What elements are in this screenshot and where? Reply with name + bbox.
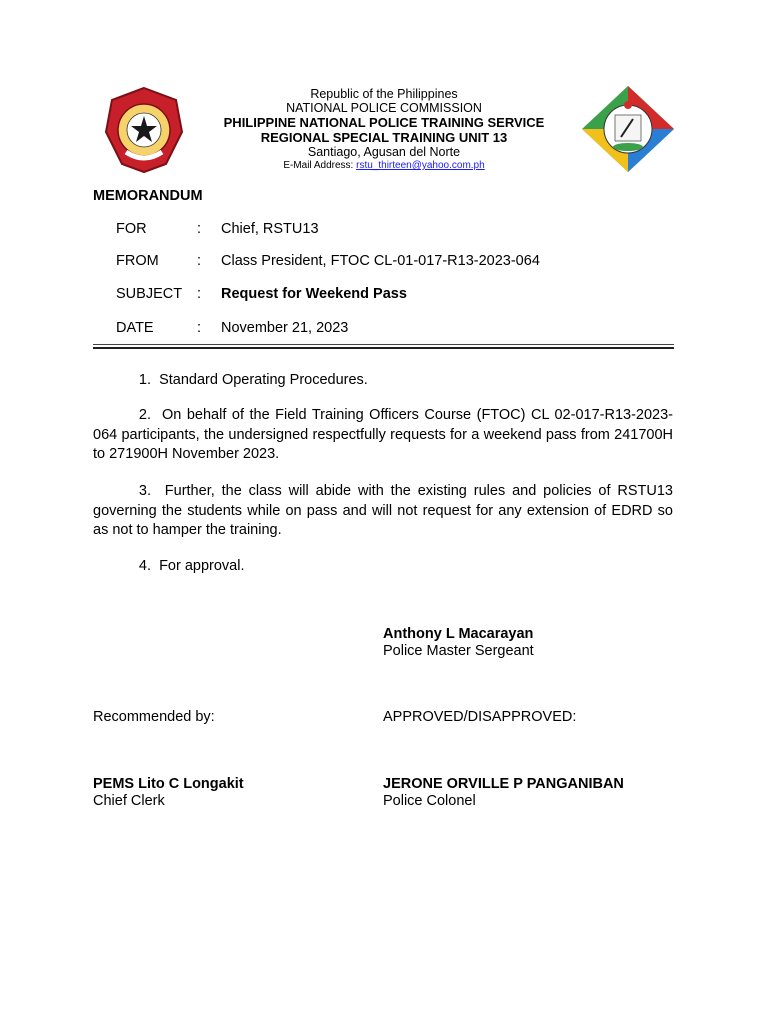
paragraph-2-num: 2. [138, 407, 151, 423]
paragraph-1-text: Standard Operating Procedures. [159, 372, 368, 388]
memo-title: MEMORANDUM [93, 188, 203, 204]
field-sep-for: : [197, 221, 202, 237]
field-value-date: November 21, 2023 [221, 320, 349, 336]
field-sep-subject: : [197, 286, 202, 302]
paragraph-4 [93, 557, 673, 577]
paragraph-1 [93, 371, 673, 391]
recommended-name: PEMS Lito C Longakit [93, 776, 244, 792]
field-value-subject: Request for Weekend Pass [221, 286, 407, 302]
field-sep-date: : [197, 320, 202, 336]
approved-name: JERONE ORVILLE P PANGANIBAN [383, 776, 624, 792]
header-republic: Republic of the Philippines [310, 87, 458, 101]
field-label-date: DATE [116, 320, 154, 336]
paragraph-3-num: 3. [138, 483, 151, 499]
signatory-name: Anthony L Macarayan [383, 626, 534, 642]
approved-label: APPROVED/DISAPPROVED: [383, 709, 577, 725]
recommended-label: Recommended by: [93, 709, 215, 725]
header-pnpts: PHILIPPINE NATIONAL POLICE TRAINING SERVICE [223, 115, 545, 130]
header-napolcom: NATIONAL POLICE COMMISSION [286, 101, 482, 115]
email-label: E-Mail Address: [283, 160, 354, 171]
paragraph-3-text: Further, the class will abide with the existing rules and policies of RSTU13 governing the students while on pass and will not request for any extension of EDRD so as not to hamper the training. [93, 483, 673, 538]
field-label-from: FROM [116, 253, 159, 269]
header-address: Santiago, Agusan del Norte [307, 145, 461, 159]
field-sep-from: : [197, 253, 202, 269]
field-label-subject: SUBJECT [116, 286, 183, 302]
paragraph-2 [93, 406, 673, 465]
field-value-from: Class President, FTOC CL-01-017-R13-2023-064 [221, 253, 540, 269]
header-email-line [0, 160, 768, 171]
recommended-title: Chief Clerk [93, 793, 165, 809]
header-rstu13: REGIONAL SPECIAL TRAINING UNIT 13 [260, 130, 508, 145]
paragraph-4-text: For approval. [159, 558, 245, 574]
paragraph-3 [93, 482, 673, 541]
email-link[interactable]: rstu_thirteen@yahoo.com.ph [356, 160, 485, 171]
signatory-title: Police Master Sergeant [383, 643, 534, 659]
field-label-for: FOR [116, 221, 147, 237]
field-value-for: Chief, RSTU13 [221, 221, 319, 237]
paragraph-2-text: On behalf of the Field Training Officers Course (FTOC) CL 02-017-R13-2023-064 participants, the undersigned respectfully requests for a weekend pass from 241700H to 271900H November 2023. [93, 407, 673, 462]
header-divider [93, 344, 674, 350]
paragraph-1-num: 1. [138, 372, 151, 388]
paragraph-4-num: 4. [138, 558, 151, 574]
approved-title: Police Colonel [383, 793, 476, 809]
